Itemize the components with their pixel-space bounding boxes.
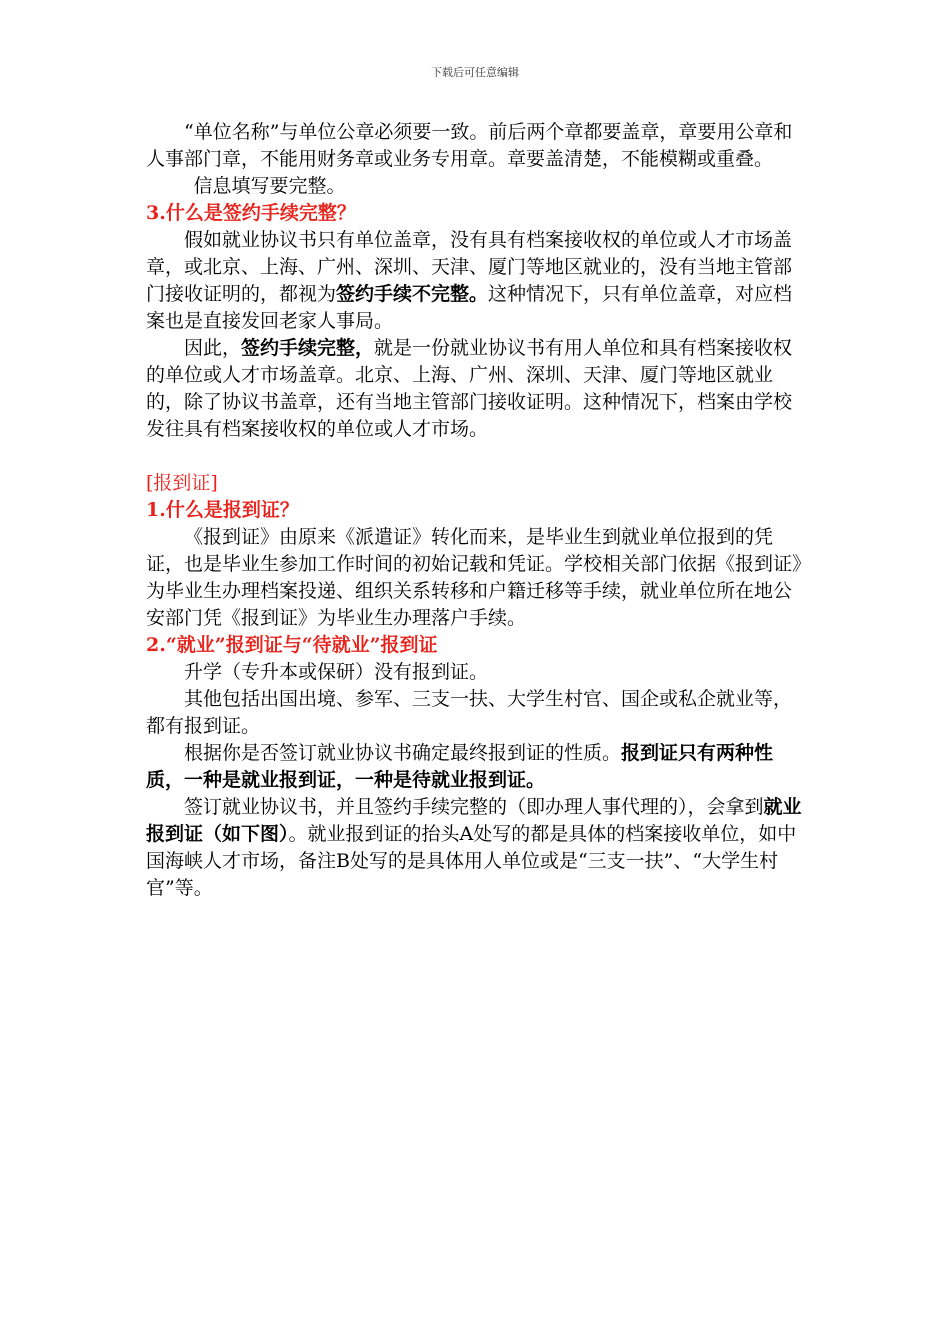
- paragraph-info-complete: 信息填写要完整。: [193, 175, 346, 197]
- section-heading-report-certificate: [报到证]: [146, 472, 218, 494]
- paragraph-signing-incomplete: [146, 227, 806, 335]
- bold-text-run: 签约手续完整，: [241, 337, 375, 359]
- paragraph-certificate-nature: [146, 740, 806, 794]
- heading-signing-complete: 3.什么是签约手续完整？: [146, 202, 356, 224]
- bold-text-run: 报到证只有两种性质，一种是就业报到证，一种是待就业报到证。: [146, 742, 774, 791]
- paragraph-seal-rules: “单位名称”与单位公章必须要一致。前后两个章都要盖章，章要用公章和人事部门章，不能用财务章或业务专用章。章要盖清楚，不能模糊或重叠。: [146, 121, 793, 170]
- paragraph-employment-certificate: [146, 794, 806, 902]
- text-run: 这种情况下，只有单位盖章，对应档案也是直接发回老家人事局。: [146, 283, 793, 332]
- text-run: 因此，: [184, 337, 242, 359]
- blank-line: [146, 443, 806, 470]
- bold-text-run: 就业报到证（如下图）: [146, 796, 802, 845]
- text-run: 。就业报到证的抬头A处写的都是具体的档案接收单位，如中国海峡人才市场，备注B处写的是具体用人单位或是“三支一扶”、“大学生村官”等。: [146, 823, 797, 899]
- document-body: [146, 119, 806, 902]
- text-run: 签订就业协议书，并且签约手续完整的（即办理人事代理的），会拿到: [184, 796, 764, 818]
- heading-certificate-types: 2.“就业”报到证与“待就业”报到证: [146, 634, 438, 656]
- text-run: 假如就业协议书只有单位盖章，没有具有档案接收权的单位或人才市场盖章，或北京、上海、广州、深圳、天津、厦门等地区就业的，没有当地主管部门接收证明的，都视为: [146, 229, 793, 305]
- paragraph-report-certificate-definition: 《报到证》由原来《派遣证》转化而来，是毕业生到就业单位报到的凭证，也是毕业生参加工作时间的初始记载和凭证。学校相关部门依据《报到证》为毕业生办理档案投递、组织关系转移和户籍迁移等手续，就业单位所在地公安部门凭《报到证》为毕业生办理落户手续。: [146, 526, 802, 629]
- text-run: 根据你是否签订就业协议书确定最终报到证的性质。: [184, 742, 622, 764]
- heading-what-is-report-certificate: 1.什么是报到证？: [146, 499, 299, 521]
- paragraph-other-cases: 其他包括出国出境、参军、三支一扶、大学生村官、国企或私企就业等，都有报到证。: [146, 688, 793, 737]
- paragraph-further-study: 升学（专升本或保研）没有报到证。: [184, 661, 489, 683]
- paragraph-signing-complete-definition: [146, 335, 806, 443]
- bold-text-run: 签约手续不完整。: [336, 283, 489, 305]
- text-run: 就是一份就业协议书有用人单位和具有档案接收权的单位或人才市场盖章。北京、上海、广州、深圳、天津、厦门等地区就业的，除了协议书盖章，还有当地主管部门接收证明。这种情况下，档案由学校发往具有档案接收权的单位或人才市场。: [146, 337, 793, 440]
- page-header-note: 下载后可任意编辑: [431, 66, 519, 79]
